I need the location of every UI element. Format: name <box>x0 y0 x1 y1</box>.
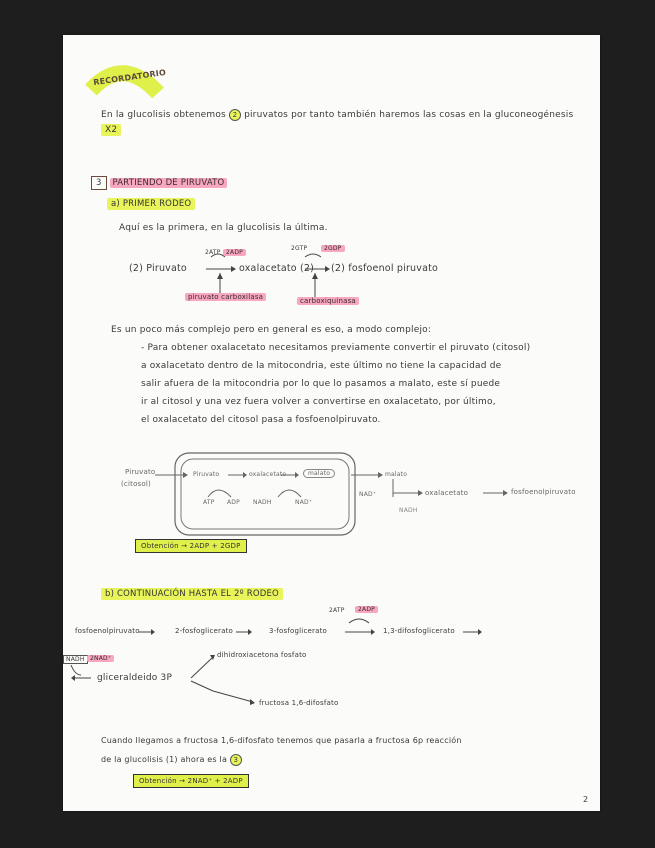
b-text-line-1: Cuando llegamos a fructosa 1,6-difosfato tenemos que pasarla a fructosa 6p reacción <box>101 736 462 745</box>
intro-line: En la glucolisis obtenemos 2 piruvatos por tanto también haremos las cosas en la gluconeogénesis <box>101 110 574 120</box>
b-nadh: NADH <box>63 655 88 664</box>
recordatorio-label: RECORDATORIO <box>92 67 167 88</box>
gdp-out: 2GDP <box>321 245 345 252</box>
fructosa-16dp: fructosa 1,6-difosfato <box>259 699 339 707</box>
enzyme-carboxiquinasa: carboxiquinasa <box>297 297 359 305</box>
diag-in-malato: malato <box>303 469 335 478</box>
primer-rodeo-heading: a) PRIMER RODEO <box>107 198 195 210</box>
obtencion-b: Obtención → 2NAD⁺ + 2ADP <box>133 774 249 788</box>
b-atp: 2ATP <box>329 607 345 614</box>
diag-out-malato: malato <box>385 471 408 478</box>
diag-out-oxal: oxalacetato <box>425 489 469 497</box>
mitocondria-outline <box>175 453 355 535</box>
intro-number-circle: 2 <box>229 109 241 121</box>
gliceraldeido: gliceraldeido 3P <box>97 673 173 683</box>
continuacion-heading: b) CONTINUACIÓN HASTA EL 2º RODEO <box>101 588 283 600</box>
diag-nad: NAD⁺ <box>295 499 313 506</box>
section-3-heading: 3 PARTIENDO DE PIRUVATO <box>91 178 227 188</box>
diag-out-nadh: NADH <box>399 507 418 514</box>
chain-2pg: 2-fosfoglicerato <box>175 627 234 635</box>
chain-3pg: 3-fosfoglicerato <box>269 627 328 635</box>
paragraph-line-6: el oxalacetato del citosol pasa a fosfoenolpiruvato. <box>141 415 381 425</box>
primer-rodeo-intro: Aquí es la primera, en la glucolisis la última. <box>119 223 328 233</box>
diag-nadh: NADH <box>253 499 272 506</box>
paragraph-line-2: - Para obtener oxalacetato necesitamos previamente convertir el piruvato (citosol) <box>141 343 531 353</box>
dihidroxiacetona: dihidroxiacetona fosfato <box>217 651 307 659</box>
b-number-circle: 3 <box>230 754 242 766</box>
chain-13bpg: 1,3-difosfoglicerato <box>383 627 455 635</box>
diag-piruvato: Piruvato <box>125 468 156 476</box>
enzyme-piruvato-carboxilasa: piruvato carboxilasa <box>185 293 266 301</box>
x2-badge: X2 <box>101 124 121 136</box>
gtp-in: 2GTP <box>291 245 308 252</box>
b-text-line-2: de la glucolisis (1) ahora es la 3 <box>101 754 242 766</box>
paragraph-line-3: a oxalacetato dentro de la mitocondria, este último no tiene la capacidad de <box>141 361 502 371</box>
adp-out: 2ADP <box>223 249 246 256</box>
piruvato-reactant: (2) Piruvato <box>129 263 187 274</box>
paragraph-line-1: Es un poco más complejo pero en general es eso, a modo complejo: <box>111 325 432 335</box>
diag-out-nad: NAD⁺ <box>359 491 377 498</box>
paragraph-line-4: salir afuera de la mitocondria por lo que lo pasamos a malato, este sí puede <box>141 379 501 389</box>
oxalacetato-mid: oxalacetato (2) <box>239 263 315 274</box>
pep-product: (2) fosfoenol piruvato <box>331 263 439 274</box>
atp-in: 2ATP <box>205 249 221 256</box>
obtencion-a: Obtención → 2ADP + 2GDP <box>135 539 247 553</box>
diag-in-piruvato: Piruvato <box>193 471 220 478</box>
page-number: 2 <box>583 795 589 804</box>
diag-out-pep: fosfoenolpiruvato <box>511 488 576 496</box>
b-adp: 2ADP <box>355 606 378 613</box>
paragraph-line-5: ir al citosol y una vez fuera volver a convertirse en oxalacetato, por último, <box>141 397 496 407</box>
diag-citosol: (citosol) <box>121 480 151 488</box>
chain-pep: fosfoenolpiruvato <box>75 627 140 635</box>
diag-atp: ATP <box>203 499 215 506</box>
notebook-page <box>63 35 600 811</box>
b-nad: 2NAD⁺ <box>87 655 114 662</box>
diag-adp: ADP <box>227 499 240 506</box>
diag-in-oxal: oxalacetato <box>249 471 287 478</box>
